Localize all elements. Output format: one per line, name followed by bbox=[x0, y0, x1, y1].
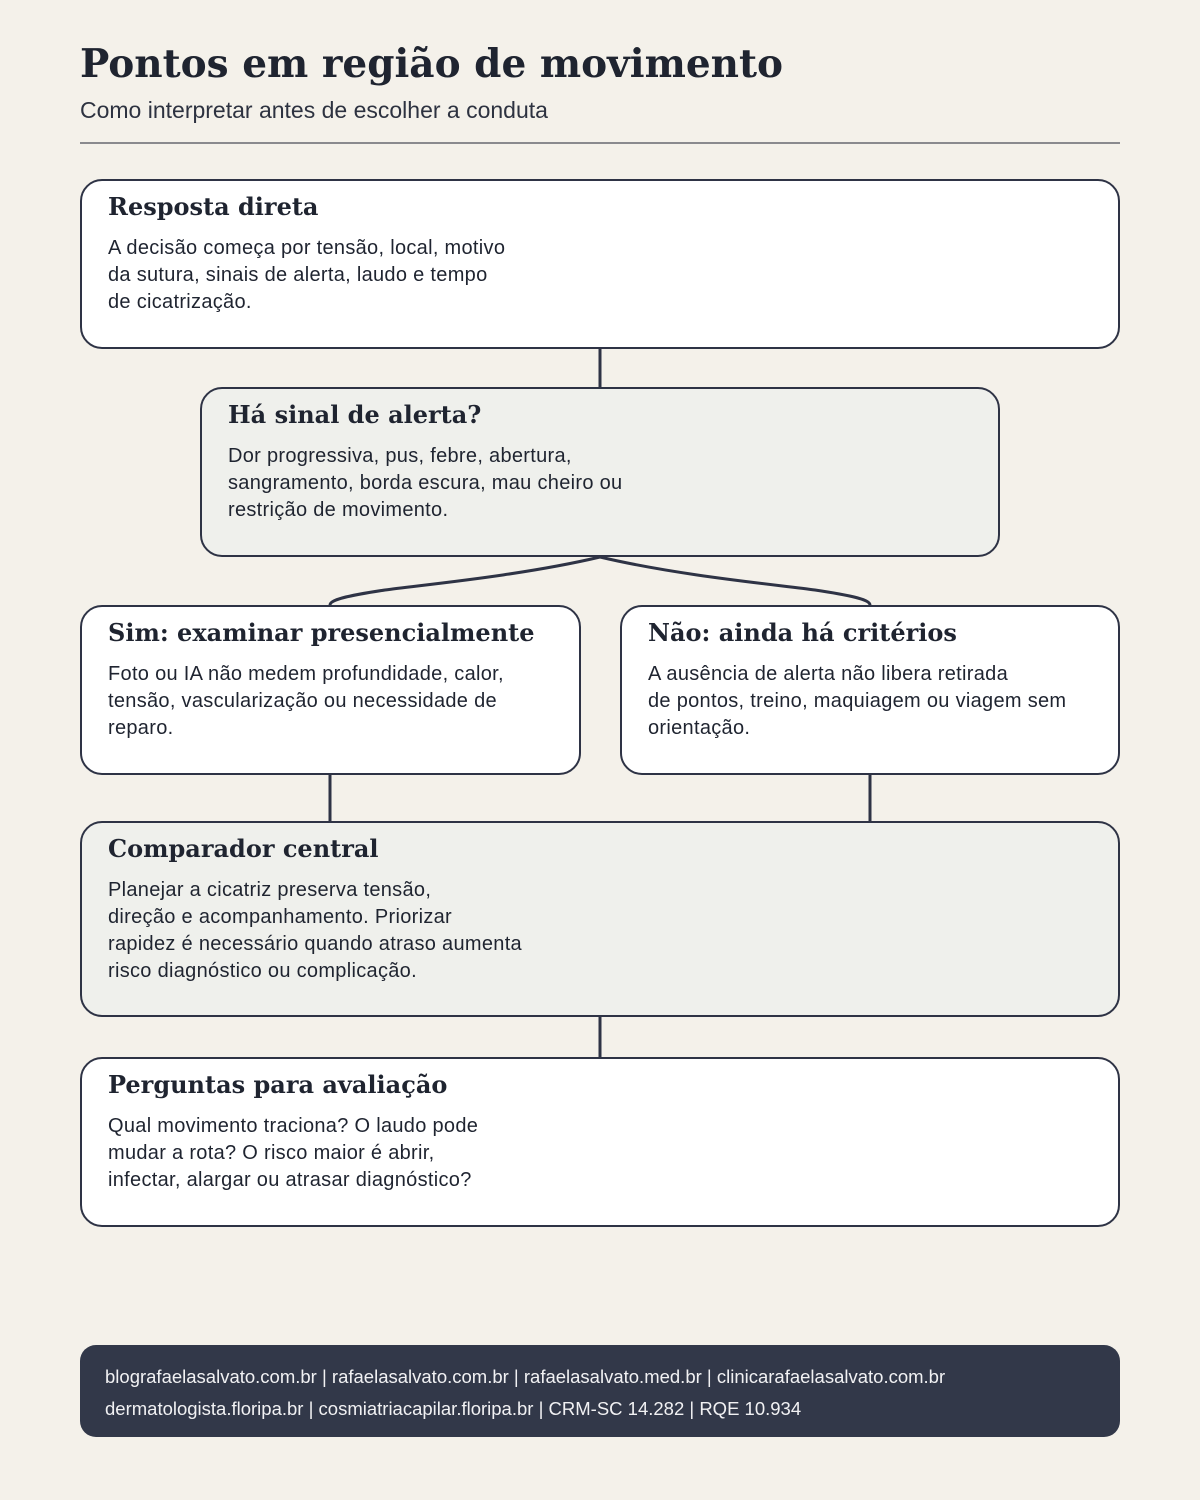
direct-answer-title: Resposta direta bbox=[108, 192, 319, 221]
direct-answer-text: A decisão começa por tensão, local, motivo da sutura, sinais de alerta, laudo e tempo de cicatrização. bbox=[108, 237, 506, 313]
header-divider bbox=[80, 142, 1120, 144]
page-title: Pontos em região de movimento bbox=[80, 41, 784, 87]
yes-branch-title: Sim: examinar presencialmente bbox=[108, 618, 535, 647]
footer-banner bbox=[80, 1345, 1120, 1437]
no-branch-title: Não: ainda há critérios bbox=[648, 618, 957, 647]
yes-branch-text: Foto ou IA não medem profundidade, calor, tensão, vascularização ou necessidade de reparo. bbox=[108, 663, 504, 739]
connector-alert-to-yes bbox=[330, 557, 600, 605]
direct-answer-box bbox=[80, 179, 1120, 349]
alert-question-title: Há sinal de alerta? bbox=[228, 400, 482, 429]
connector-alert-to-no bbox=[600, 557, 870, 605]
footer-links-line: blografaelasalvato.com.br | rafaelasalvato.com.br | rafaelasalvato.med.br | clinicarafaelasalvato.com.br bbox=[105, 1366, 946, 1387]
alert-question-box bbox=[200, 387, 1000, 557]
footer-credentials-line: dermatologista.floripa.br | cosmiatriacapilar.floripa.br | CRM-SC 14.282 | RQE 10.934 bbox=[105, 1398, 802, 1419]
evaluation-questions-text: Qual movimento traciona? O laudo pode mudar a rota? O risco maior é abrir, infectar, alargar ou atrasar diagnóstico? bbox=[108, 1115, 479, 1191]
central-comparator-title: Comparador central bbox=[108, 834, 379, 863]
no-branch-text: A ausência de alerta não libera retirada de pontos, treino, maquiagem ou viagem sem orientação. bbox=[648, 663, 1067, 739]
central-comparator-box bbox=[80, 821, 1120, 1017]
alert-question-text: Dor progressiva, pus, febre, abertura, sangramento, borda escura, mau cheiro ou restrição de movimento. bbox=[228, 445, 623, 521]
page-subtitle: Como interpretar antes de escolher a conduta bbox=[80, 97, 548, 123]
evaluation-questions-title: Perguntas para avaliação bbox=[108, 1070, 448, 1099]
evaluation-questions-box bbox=[80, 1057, 1120, 1227]
no-branch-box bbox=[620, 605, 1120, 775]
central-comparator-text: Planejar a cicatriz preserva tensão, direção e acompanhamento. Priorizar rapidez é necessário quando atraso aumenta risco diagnóstico ou complicação. bbox=[108, 879, 522, 982]
yes-branch-box bbox=[80, 605, 581, 775]
